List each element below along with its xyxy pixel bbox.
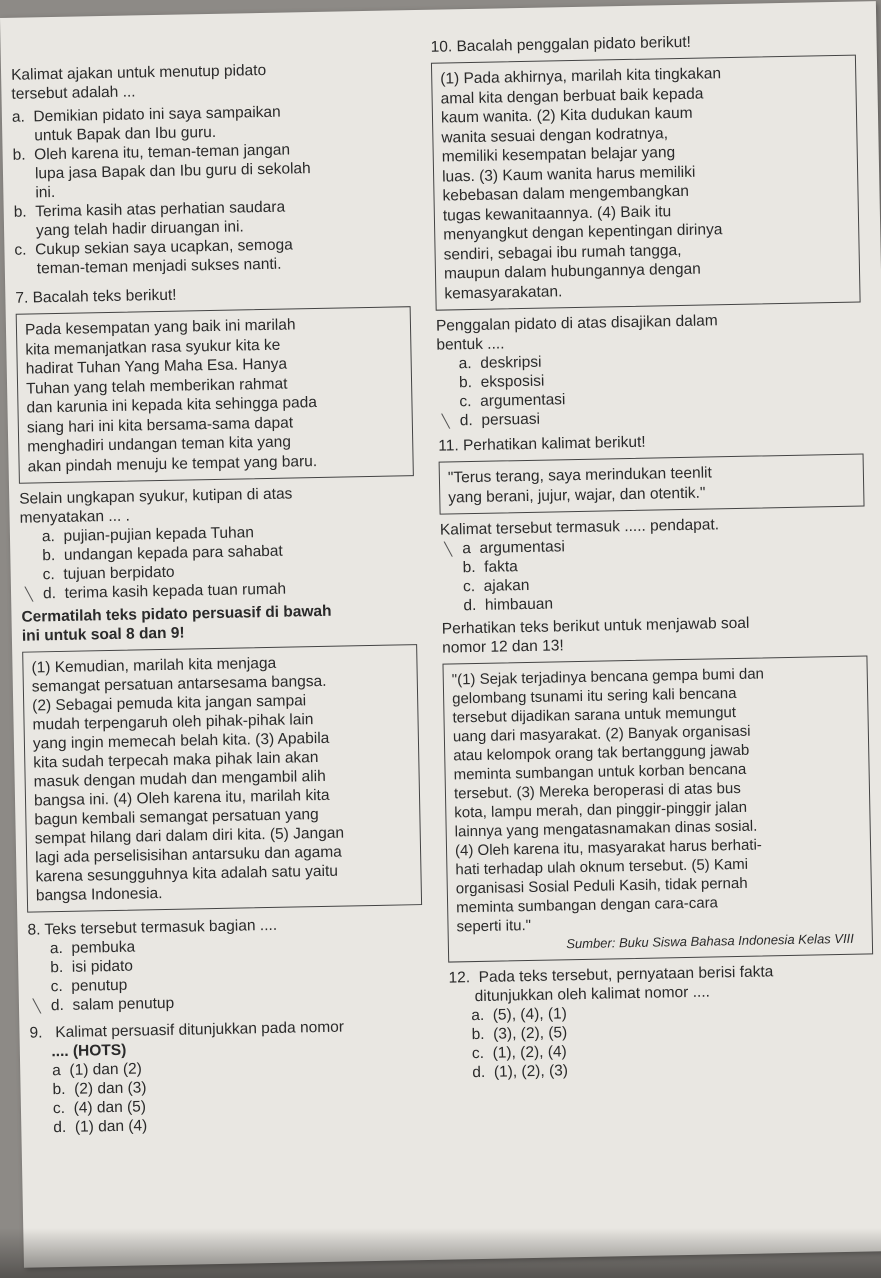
option-text: undangan kepada para sahabat: [63, 542, 283, 564]
option-text: ini.: [35, 183, 56, 202]
option-text: untuk Bapak dan Ibu guru.: [34, 123, 217, 145]
box-line: "(1) Sejak terjadinya bencana gempa bumi dan: [451, 665, 765, 689]
option-letter: a.: [471, 1006, 485, 1025]
option-text: argumentasi: [479, 538, 565, 557]
option-letter: b.: [13, 203, 27, 221]
box-line: hadirat Tuhan Yang Maha Esa. Hanya: [25, 355, 288, 378]
option-letter: a.: [11, 108, 26, 126]
option-text: (2) dan (3): [73, 1079, 147, 1098]
box-line: bangsa Indonesia.: [35, 885, 163, 905]
box-line: uang dari masyarakat. (2) Banyak organisasi: [452, 722, 751, 746]
option-letter: a: [52, 1062, 62, 1080]
option-letter: b.: [458, 374, 473, 392]
option-text: pujian-pujian kepada Tuhan: [63, 524, 255, 545]
option-letter: d.: [53, 1118, 67, 1137]
option-text: (4) dan (5): [73, 1098, 147, 1117]
option-letter: a.: [458, 355, 472, 373]
box-line: "Terus terang, saya merindukan teenlit: [447, 464, 713, 487]
option-letter: d.: [463, 596, 477, 615]
option-text: (5), (4), (1): [492, 1005, 568, 1024]
box-line: hati terhadap ulah oknum tersebut. (5) Kami: [455, 855, 749, 879]
box-line: atau kelompok orang tak bertanggung jawab: [453, 741, 750, 765]
option-text: eksposisi: [480, 372, 545, 391]
q11-quote-box: [439, 454, 865, 515]
box-line: dan karunia ini kepada kita sehingga pada: [26, 393, 318, 417]
box-line: kemasyarakatan.: [444, 282, 563, 303]
q10-speech-box: [431, 55, 861, 311]
box-line: kota, lampu merah, dan pinggir-pinggir jalan: [454, 798, 748, 822]
option-letter: d.: [42, 585, 57, 603]
option-letter: a.: [49, 939, 63, 958]
option-text: pembuka: [71, 938, 136, 957]
q6-stem-line: Kalimat ajakan untuk menutup pidato: [10, 61, 267, 84]
pencil-check-icon: ╲: [32, 998, 41, 1014]
box-line: tersebut dijadikan sarana untuk memungut: [452, 704, 737, 727]
option-text: persuasi: [481, 410, 541, 429]
box-line: kebebasan dalam mengembangkan: [442, 182, 690, 205]
box-line: memiliki kesempatan belajar yang: [441, 144, 676, 166]
instruction-line: ini untuk soal 8 dan 9!: [21, 624, 185, 645]
option-letter: b.: [12, 146, 26, 164]
option-letter: b.: [50, 958, 64, 977]
option-letter: c.: [14, 241, 27, 259]
box-line: tersebut. (3) Mereka beroperasi di atas bus: [453, 779, 741, 803]
q6-option: [12, 138, 408, 203]
q10-title: 10. Bacalah penggalan pidato berikut!: [430, 33, 692, 56]
box-line: Pada kesempatan yang baik ini marilah: [24, 316, 296, 339]
option-text: terima kasih kepada tuan rumah: [64, 580, 287, 602]
box-line: semangat persatuan antarsesama bangsa.: [31, 672, 327, 696]
option-letter: d.: [50, 996, 65, 1015]
box-line: masuk dengan mudah dan mengambil alih: [33, 767, 326, 791]
option-letter: c.: [52, 1099, 66, 1118]
q6-stem-line: tersebut adalah ...: [11, 83, 136, 103]
q6-option: [14, 233, 410, 279]
option-text: (3), (2), (5): [492, 1024, 568, 1043]
option-letter: b.: [42, 547, 56, 565]
q10-stem-line: bentuk ....: [436, 335, 505, 354]
option-text: Terima kasih atas perhatian saudara: [35, 198, 286, 221]
q7-stem-line: menyatakan ... .: [19, 507, 131, 527]
box-line: kaum wanita. (2) Kita dudukan kaum: [440, 104, 693, 127]
option-text: (1), (2), (4): [492, 1043, 567, 1062]
box-line: Tuhan yang telah memberikan rahmat: [25, 375, 288, 398]
q10-stem-line: Penggalan pidato di atas disajikan dalam: [435, 312, 718, 335]
instruction-line: Perhatikan teks berikut untuk menjawab soal: [441, 614, 750, 638]
box-line: kita memanjatkan rasa syukur kita ke: [25, 336, 281, 359]
option-letter: b.: [471, 1025, 485, 1044]
box-line: lainnya yang mengatasnamakan dinas sosial.: [454, 817, 758, 841]
pencil-check-icon: ╲: [441, 413, 450, 429]
option-text: himbauan: [484, 595, 554, 614]
option-letter: b.: [462, 558, 476, 577]
option-text: (1) dan (4): [74, 1117, 148, 1136]
box-line: yang berani, jujur, wajar, dan otentik.": [448, 484, 706, 506]
option-text: isi pidato: [71, 957, 134, 976]
option-letter: d.: [459, 412, 473, 430]
option-letter: c.: [459, 393, 472, 411]
option-letter: d.: [472, 1063, 486, 1082]
q12-stem-line: ditunjukkan oleh kalimat nomor ....: [448, 983, 711, 1006]
q7-speech-box: [16, 306, 414, 484]
option-text: Oleh karena itu, teman-teman jangan: [34, 141, 291, 164]
box-line: siang hari ini kita bersama-sama dapat: [26, 413, 294, 437]
box-line: mudah terpengaruh oleh pihak-pihak lain: [32, 711, 314, 734]
option-text: (1) dan (2): [69, 1060, 142, 1079]
option-letter: c.: [471, 1044, 485, 1063]
box-line: wanita sesuai dengan kodratnya,: [441, 124, 669, 147]
option-text: ajakan: [483, 576, 530, 595]
q7-title: 7. Bacalah teks berikut!: [15, 286, 177, 307]
q11-title: 11. Perhatikan kalimat berikut!: [438, 433, 646, 455]
option-text: salam penutup: [72, 994, 175, 1014]
option-text: Demikian pidato ini saya sampaikan: [33, 103, 281, 126]
pencil-check-icon: ╲: [444, 541, 453, 557]
option-text: teman-teman menjadi sukses nanti.: [36, 255, 282, 278]
option-letter: c.: [42, 566, 55, 584]
worksheet-page: [0, 1, 881, 1268]
box-line: sendiri, sebagai ibu rumah tangga,: [443, 241, 682, 264]
box-line: menyangkut dengan kepentingan dirinya: [443, 221, 723, 244]
box-line: tugas kewanitaannya. (4) Baik itu: [442, 202, 672, 225]
box-line: seperti itu.": [456, 916, 532, 936]
box-line: yang ingin memecah belah kita. (3) Apabila: [32, 729, 330, 753]
box-line: gelombang tsunami itu sering kali bencana: [451, 684, 737, 708]
option-text: fakta: [484, 558, 518, 576]
option-text: penutup: [71, 976, 128, 995]
right-column: [430, 30, 875, 1083]
option-text: Cukup sekian saya ucapkan, semoga: [34, 236, 293, 259]
box-line: lagi ada perselisisihan antarsuku dan agama: [34, 843, 343, 867]
option-letter: a.: [41, 528, 56, 546]
instruction-line: Cermatilah teks pidato persuasif di bawah: [21, 602, 332, 626]
option-letter: b.: [52, 1080, 66, 1099]
source-citation: Sumber: Buku Siswa Bahasa Indonesia Kelas VIII: [566, 930, 854, 952]
box-line: menghadiri undangan teman kita yang: [27, 433, 292, 456]
left-column: [11, 58, 427, 1137]
box-line: karena sesungguhnya kita adalah satu yaitu: [35, 862, 339, 886]
box-line: meminta sumbangan untuk korban bencana: [453, 760, 747, 784]
option-letter: a: [462, 540, 472, 558]
option-text: lupa jasa Bapak dan Ibu guru di sekolah: [34, 160, 311, 183]
box-line: (2) Sebagai pemuda kita jangan sampai: [32, 692, 307, 715]
box-line: (4) Oleh karena itu, masyarakat harus berhati-: [454, 836, 762, 860]
box-line: bagun kembali semangat persatuan yang: [34, 806, 319, 829]
option-text: deskripsi: [480, 353, 542, 372]
box-line: akan pindah menuju ke tempat yang baru.: [27, 452, 318, 476]
box-line: luas. (3) Kaum wanita harus memiliki: [441, 163, 696, 186]
option-text: (1), (2), (3): [493, 1062, 569, 1081]
box-line: organisasi Sosial Peduli Kasih, tidak pernah: [455, 874, 748, 898]
q8-title: 8. Teks tersebut termasuk bagian ....: [27, 916, 278, 939]
q12-text-box: [442, 655, 873, 962]
box-line: sempat hilang dari dalam diri kita. (5) Jangan: [34, 824, 345, 848]
q9-stem-line: .... (HOTS): [29, 1041, 127, 1061]
option-letter: c.: [50, 977, 63, 996]
q8-speech-box: [22, 644, 422, 913]
option-letter: c.: [462, 577, 476, 596]
box-line: (1) Kemudian, marilah kita menjaga: [31, 654, 277, 677]
q12-stem-line: 12. Pada teks tersebut, pernyataan berisi fakta: [448, 963, 774, 987]
box-line: (1) Pada akhirnya, marilah kita tingkakan: [440, 65, 722, 88]
box-line: bangsa ini. (4) Oleh karena itu, marilah kita: [33, 786, 330, 810]
box-line: kita sudah terpecah maka pihak lain akan: [33, 749, 319, 772]
pencil-check-icon: ╲: [24, 586, 34, 602]
instruction-line: nomor 12 dan 13!: [442, 637, 564, 657]
option-text: tujuan berpidato: [63, 563, 175, 583]
box-line: maupun dalam hubungannya dengan: [443, 260, 701, 283]
q9-stem-line: 9. Kalimat persuasif ditunjukkan pada nomor: [29, 1018, 345, 1042]
box-line: meminta sumbangan dengan cara-cara: [456, 894, 719, 917]
q7-stem-line: Selain ungkapan syukur, kutipan di atas: [19, 485, 293, 508]
option-text: yang telah hadir diruangan ini.: [35, 218, 244, 240]
box-line: amal kita dengan berbuat baik kepada: [440, 85, 704, 108]
q11-stem: Kalimat tersebut termasuk ..... pendapat.: [439, 516, 720, 539]
option-text: argumentasi: [479, 391, 566, 410]
